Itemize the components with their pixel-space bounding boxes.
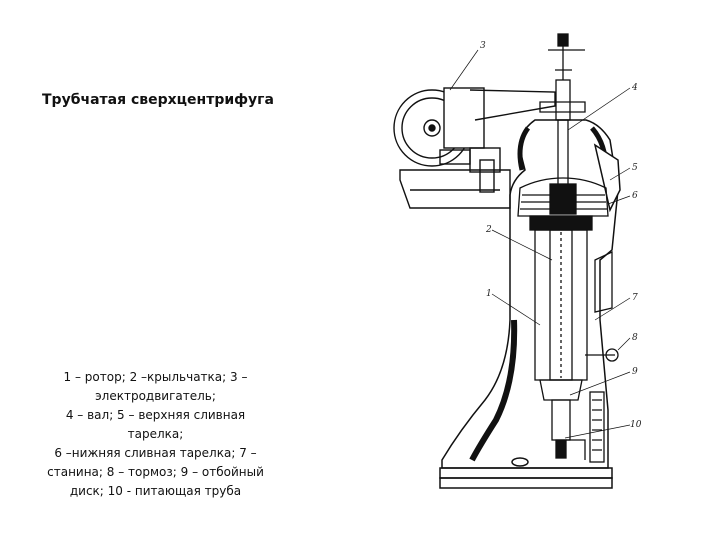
legend-line: станина; 8 – тормоз; 9 – отбойный [47,465,264,479]
callout-7: 7 [632,293,638,303]
callout-4: 4 [632,83,638,93]
callout-3: 3 [480,41,486,51]
callout-8: 8 [632,333,638,343]
callout-10: 10 [630,420,642,430]
callout-6: 6 [632,191,638,201]
centrifuge-drawing [380,20,670,500]
callout-1: 1 [486,289,492,299]
discharge-plates-drawing [518,178,608,216]
legend-line: электродвигатель; [95,389,216,403]
callout-2: 2 [486,225,492,235]
motor-drawing [394,88,555,208]
legend-line: 6 –нижняя сливная тарелка; 7 – [54,446,257,460]
legend-line: диск; 10 - питающая труба [69,484,242,498]
slide-title: Трубчатая сверхцентрифуга [42,92,274,108]
legend-line: 4 – вал; 5 – верхняя сливная тарелка; [65,408,246,441]
legend-caption [38,368,273,501]
callout-9: 9 [632,367,638,377]
brake-drawing [566,349,618,462]
rotor-drawing [530,216,612,458]
frame-drawing [440,120,620,488]
callout-5: 5 [632,163,638,173]
legend-line: 1 – ротор; 2 –крыльчатка; 3 – [63,370,248,384]
centrifuge-diagram [380,20,670,500]
